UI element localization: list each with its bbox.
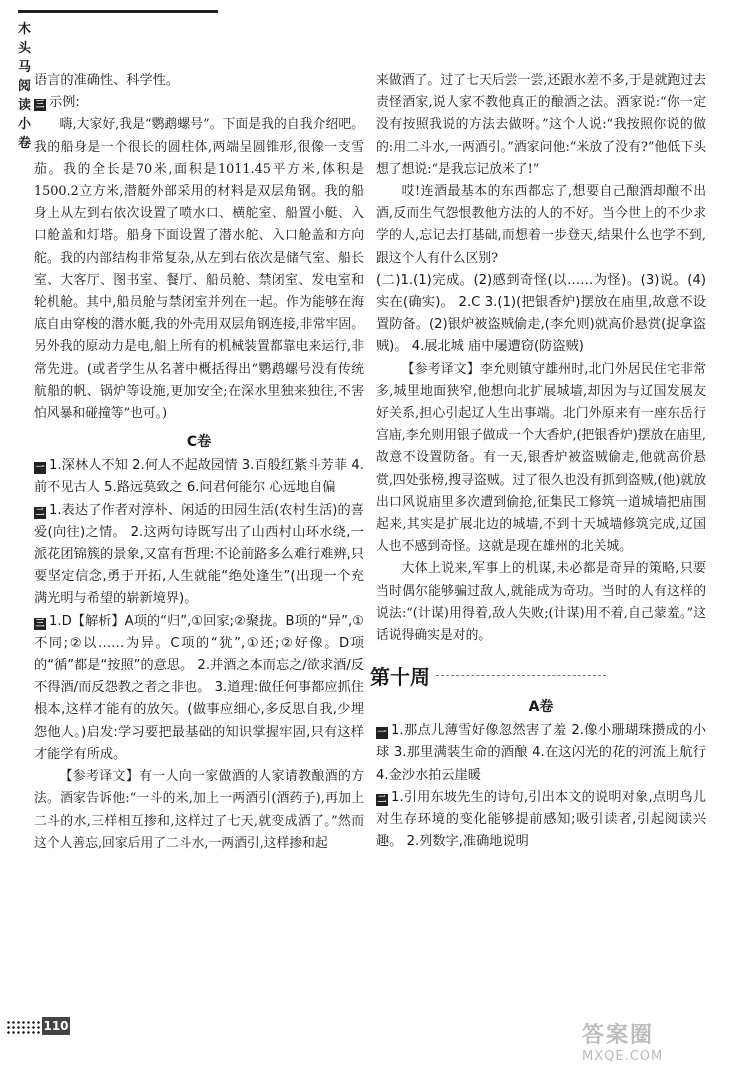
section-marker: 一: [35, 463, 45, 474]
translation-paragraph: 哎!连酒最基本的东西都忘了,想要自己酿酒却酿不出酒,反而生气怨恨教他方法的人的不好。当今世上的不少求学的人,忘记去打基础,而想着一步登天,结果什么也学不到,跟这个人有什么区别?: [376, 184, 706, 266]
section-title-c: C卷: [186, 434, 212, 451]
week-divider: [436, 675, 606, 676]
answer-block: 1.D【解析】A项的“归”,①回家;②聚拢。B项的“异”,①不同;②以……为异。C项的“犹”,①还;②好像。D项的“循”都是“按照”的意思。 2.并酒之本而忘之/欲求酒/反不得酒/而反怨教之者之非也。 3.道理:做任何事都应抓住根本,这样才能有的放矢。(做事应细心,多反思自我,少埋怨他人。)启发:学习要把最基础的知识掌握牢固,只有这样才能学有所成。: [34, 613, 364, 762]
page-number: 110: [43, 1019, 69, 1033]
translation-paragraph: 大体上说来,军事上的机谋,未必都是奇异的策略,只要当时偶尔能够骗过敌人,就能成为奇功。当时的人有这样的说法:“(计谋)用得着,敌人失败;(计谋)用不着,自己蒙羞。”这话说得确实是对的。: [376, 561, 706, 644]
watermark-title: 答案圈: [582, 1023, 655, 1048]
sample-essay: 嗨,大家好,我是“鹦鹉螺号”。下面是我的自我介绍吧。我的船身是一个很长的圆柱体,两端呈圆锥形,很像一支雪茄。我的全长是70米,面积是1011.45平方米,体积是1500.2立方米,潜艇外部采用的材料是双层角钢。我的船身上从左到右依次设置了喷水口、横舵室、船置小艇、入口舱盖和灯塔。船身下面设置了潜水舵、入口舱盖和方向舵。我的内部结构非常复杂,从左到右依次是储气室、船长室、大客厅、图书室、餐厅、船员舱、禁闭室、发电室和轮机舱。其中,船员舱与禁闭室并列在一起。作为能够在海底自由穿梭的潜水艇,我的外壳用双层角钢连接,非常牢固。另外我的原动力是电,船上所有的机械装置都靠电来运行,非常先进。(或者学生从名著中概括得出“鹦鹉螺号没有传统航船的帆、锅炉等设施,更加安全;在深水里独来独往,不害怕风暴和碰撞等”也可。): [34, 117, 364, 422]
header-rule: [18, 10, 218, 13]
answer-line: 语言的准确性、科学性。: [34, 73, 180, 88]
answer-block: 1.引用东坡先生的诗句,引出本文的说明对象,点明鸟儿对生存环境的变化能够提前感知;吸引读者,引起阅读兴趣。 2.列数字,准确地说明: [376, 789, 706, 850]
translation-continued: 来做酒了。过了七天后尝一尝,还跟水差不多,于是就跑过去责怪酒家,说人家不教他真正的酿酒之法。酒家说:“你一定没有按照我说的方法去做呀。”这个人说:“我按照你说的做的:用二斗水,一两酒引。”酒家问他:“米放了没有?”他低下头想了想说:“是我忘记放米了!”: [376, 73, 706, 177]
section-marker: 三: [35, 618, 45, 629]
section-marker: 三: [35, 100, 45, 111]
answer-block: 1.那点儿薄雪好像忽然害了羞 2.像小珊瑚珠攒成的小球 3.那里满装生命的酒酿 4.在这闪光的花的河流上航行 4.金沙水拍云崖暖: [376, 723, 706, 783]
right-column: [370, 70, 706, 854]
section-marker: 二: [377, 794, 387, 805]
answer-block: 1.表达了作者对淳朴、闲适的田园生活(农村生活)的喜爱(向往)之情。 2.这两句诗既写出了山西村山环水绕,一派花团锦簇的景象,又富有哲理:不论前路多么难行难辨,只要坚定信念,勇于开拓,人生就能“绝处逢生”(出现一个充满光明与希望的崭新境界)。: [34, 502, 364, 607]
book-title: 木头马阅读小卷: [18, 18, 37, 151]
answer-block: (二)1.(1)完成。(2)感到奇怪(以……为怪)。(3)说。(4)实在(确实)。 2.C 3.(1)(把银香炉)摆放在庙里,故意不设置防备。(2)银炉被盗贼偷走,(李允则)就高价悬赏(捉拿盗贼)。 4.展北城 庙中屡遭窃(防盗贼): [376, 272, 706, 355]
week-title: 第十周: [370, 665, 430, 690]
footer-dot-pattern: [6, 1020, 40, 1034]
reference-translation: 【参考译文】李允则镇守雄州时,北门外居民住宅非常多,城里地面狭窄,他想向北扩展城墙,却因为与辽国发展友好关系,担心引起辽人生出事端。北门外原来有一座东岳行宫庙,李允则用银子做成一个大香炉,(把银香炉)摆放在庙里,故意不设置防备。有一天,银香炉被盗贼偷走,他就高价悬赏,四处张榜,搜寻盗贼。过了很久也没有抓到盗贼,(他)就放出口风说庙里多次遭到偷抢,征集民工修筑一道城墙把庙围起来,其实是扩展北边的城墙,不到十天城墙修筑完成,辽国人也不感到奇怪。这就是现在雄州的北关城。: [376, 361, 706, 555]
watermark-url: MXQE.COM: [582, 1049, 664, 1064]
week-heading: [370, 661, 706, 690]
section-marker: 一: [377, 728, 387, 739]
section-title-a: A卷: [528, 699, 554, 716]
section-marker: 二: [35, 507, 45, 518]
answer-block: 1.深林人不知 2.何人不起故园情 3.百般红紫斗芳菲 4.前不见古人 5.路远莫致之 6.问君何能尔 心远地自偏: [34, 458, 364, 496]
answer-heading: 示例:: [49, 95, 80, 111]
left-column: [34, 70, 364, 855]
watermark: [582, 1018, 732, 1064]
reference-translation: 【参考译文】有一人向一家做酒的人家请教酿酒的方法。酒家告诉他:“一斗的米,加上一两酒引(酒药子),再加上二斗的水,三样相互掺和,这样过了七天,就变成酒了。”然而这个人善忘,回家后用了二斗水,一两酒引,这样掺和起: [34, 769, 364, 851]
